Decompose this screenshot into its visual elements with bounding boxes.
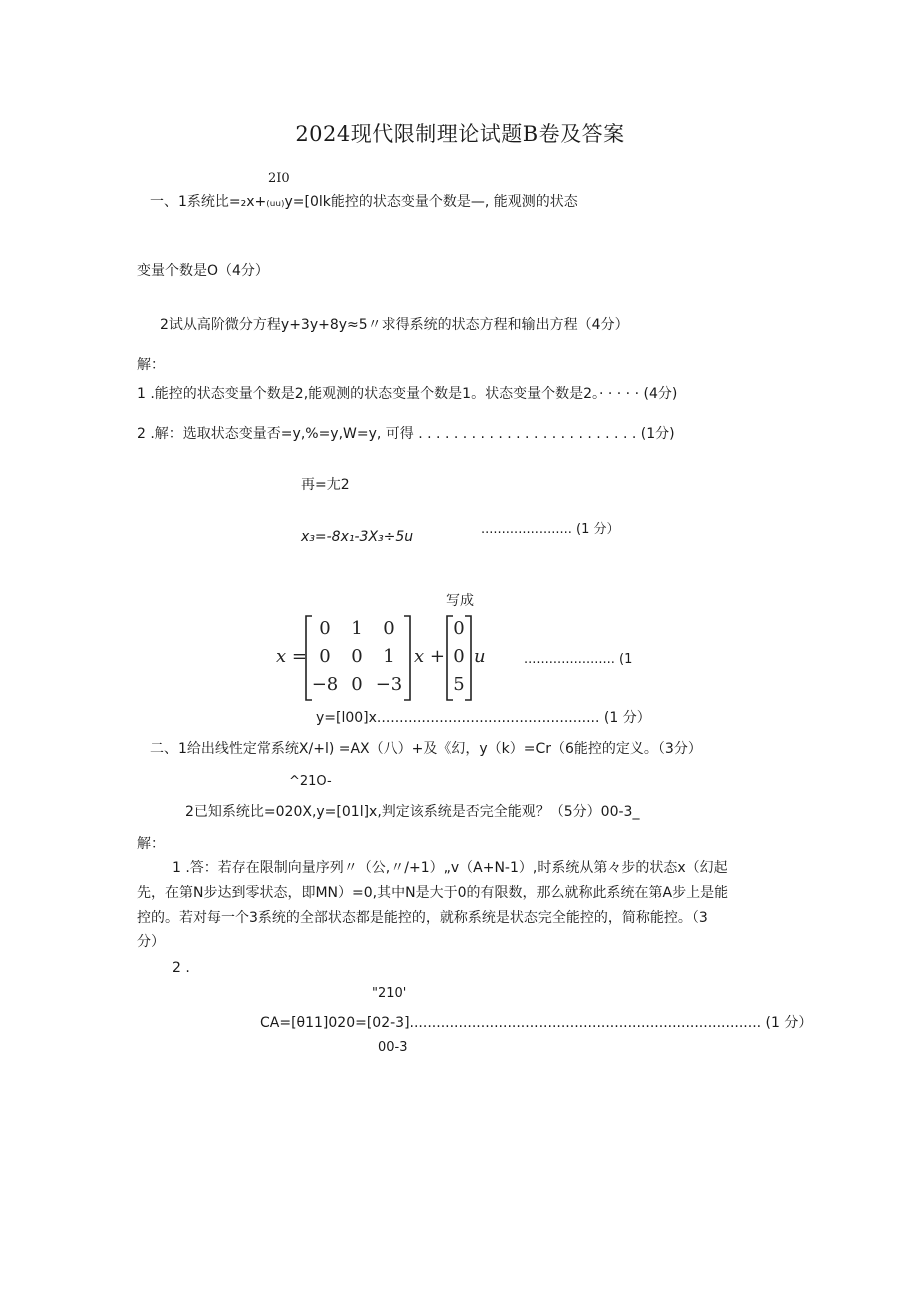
solution2-item2: 2 . bbox=[172, 960, 190, 976]
q2-line2: 2已知系统比=020X,y=[01l]x,判定该系统是否完全能观？（5分）00-3_ bbox=[185, 804, 640, 820]
q2-line1: 二、1给出线性定常系统X/+l) =AX（八）+及《幻，y（k）=Cr（6能控的定义。（3分） bbox=[150, 741, 702, 757]
solution1-item1: 1 .能控的状态变量个数是2,能观测的状态变量个数是1。状态变量个数是2。· · · · · (4分) bbox=[137, 386, 678, 402]
matrix-a-cell: 0 bbox=[351, 674, 363, 695]
matrix-a-cell: 1 bbox=[351, 618, 363, 639]
solution2-p2: 先，在第N步达到零状态，即MN）=0,其中N是大于0的有限数，那么就称此系统在第A步上是能 bbox=[137, 885, 729, 901]
solution2-p3: 控的。若对每一个3系统的全部状态都是能控的，就称系统是状态完全能控的，简称能控。（3 bbox=[137, 910, 708, 926]
matrix-rhs: u bbox=[474, 646, 486, 667]
state-eq-2-score: ...................... (1 分） bbox=[481, 522, 620, 537]
matrix-score: ...................... (1 bbox=[524, 652, 633, 667]
page-title: 2024现代限制理论试题B卷及答案 bbox=[295, 122, 625, 146]
output-equation: y=[l00]x.................................................. (1 分） bbox=[316, 710, 651, 726]
ca-matrix-bottom: 00-3 bbox=[378, 1040, 408, 1055]
ca-matrix-top: "210' bbox=[372, 986, 407, 1001]
q1-question2: 2试从高阶微分方程y+3y+8y≈5〃求得系统的状态方程和输出方程（4分） bbox=[160, 317, 629, 333]
solution1-label: 解： bbox=[137, 357, 165, 373]
state-eq-2: x₃=-8x₁-3X₃÷5u bbox=[301, 529, 414, 545]
solution2-p1: 1 .答：若存在限制向量序列〃（公,〃/+1）„v（A+N-1）,时系统从第々步的状态x（幻起 bbox=[172, 860, 728, 876]
q1-line1: 一、1系统比=₂x+₍ᵤᵤ₎y=[0lk能控的状态变量个数是—, 能观测的状态 bbox=[150, 194, 578, 210]
state-eq-1: 再=尢2 bbox=[301, 477, 350, 493]
matrix-b-cell: 5 bbox=[453, 674, 465, 695]
matrix-a-cell: −3 bbox=[375, 674, 403, 695]
q1-line2: 变量个数是O（4分） bbox=[137, 263, 269, 279]
matrix-a-cell: 0 bbox=[319, 618, 331, 639]
matrix-b-cell: 0 bbox=[453, 618, 465, 639]
q2-superscript: ^21O- bbox=[289, 774, 332, 789]
matrix-mid: x + bbox=[414, 646, 445, 667]
matrix-a-cell: 0 bbox=[351, 646, 363, 667]
solution1-item2: 2 .解：选取状态变量否=y,%=y,W=y, 可得 . . . . . . . . . . . . . . . . . . . . . . . . . (1分) bbox=[137, 426, 675, 442]
matrix-a-cell: 1 bbox=[383, 646, 395, 667]
matrix-a-cell: 0 bbox=[383, 618, 395, 639]
solution2-p4: 分） bbox=[137, 934, 165, 950]
matrix-a-cell: 0 bbox=[319, 646, 331, 667]
xiecheng-label: 写成 bbox=[446, 593, 474, 609]
q1-superscript: 2I0 bbox=[268, 171, 290, 186]
state-equation-matrix bbox=[276, 612, 526, 704]
solution2-label: 解： bbox=[137, 836, 165, 852]
matrix-a-cell: −8 bbox=[311, 674, 339, 695]
matrix-lhs: x = bbox=[276, 646, 307, 667]
matrix-b-cell: 0 bbox=[453, 646, 465, 667]
ca-equation: CA=[θ11]020=[02-3]............................................................................... (1 分） bbox=[260, 1015, 813, 1031]
